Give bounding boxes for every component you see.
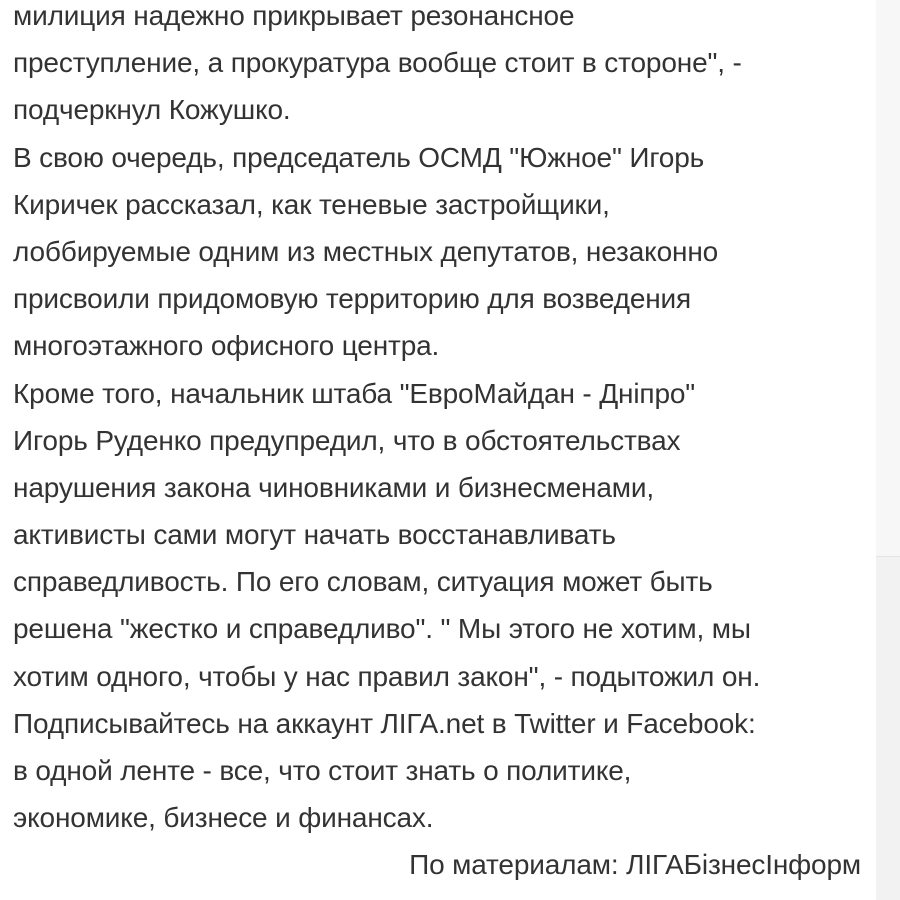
article-line: лоббируемые одним из местных депутатов, незаконно (13, 235, 719, 267)
article-line: в одной ленте - все, что стоит знать о политике, (13, 755, 632, 786)
article-source: По материалам: ЛІГАБізнесІнформ (409, 849, 861, 881)
article-line: активисты сами могут начать восстанавливать (13, 519, 616, 551)
scrollbar-track[interactable] (876, 0, 900, 900)
article-line: Киричек рассказал, как теневые застройщики, (13, 188, 610, 220)
article-line: присвоили придомовую территорию для возведения (13, 283, 692, 315)
article-line: решена "жестко и справедливо". " Мы этого не хотим, мы (13, 613, 751, 645)
article-line: В свою очередь, председатель ОСМД "Южное" Игорь (13, 141, 705, 173)
article-line: многоэтажного офисного центра. (13, 330, 440, 362)
article-line: экономике, бизнесе и финансах. (13, 802, 434, 834)
article-line: Игорь Руденко предупредил, что в обстоятельствах (13, 424, 681, 456)
article-line: Подписывайтесь на аккаунт ЛІГА.net в Twitter и Facebook: (13, 707, 756, 739)
article-line: подчеркнул Кожушко. (13, 94, 291, 126)
article-line: нарушения закона чиновниками и бизнесменами, (13, 471, 654, 503)
article-line: преступление, а прокуратура вообще стоит в стороне", - (13, 47, 742, 79)
scrollbar-thumb[interactable] (876, 0, 900, 557)
article-body (13, 0, 873, 889)
article-line: хотим одного, чтобы у нас правил закон", - подытожил он. (13, 660, 761, 692)
article-line: Кроме того, начальник штаба "ЕвроМайдан - Дніпро" (13, 377, 696, 409)
article-line: милиция надежно прикрывает резонансное (13, 0, 575, 31)
article-line: справедливость. По его словам, ситуация может быть (13, 566, 713, 598)
